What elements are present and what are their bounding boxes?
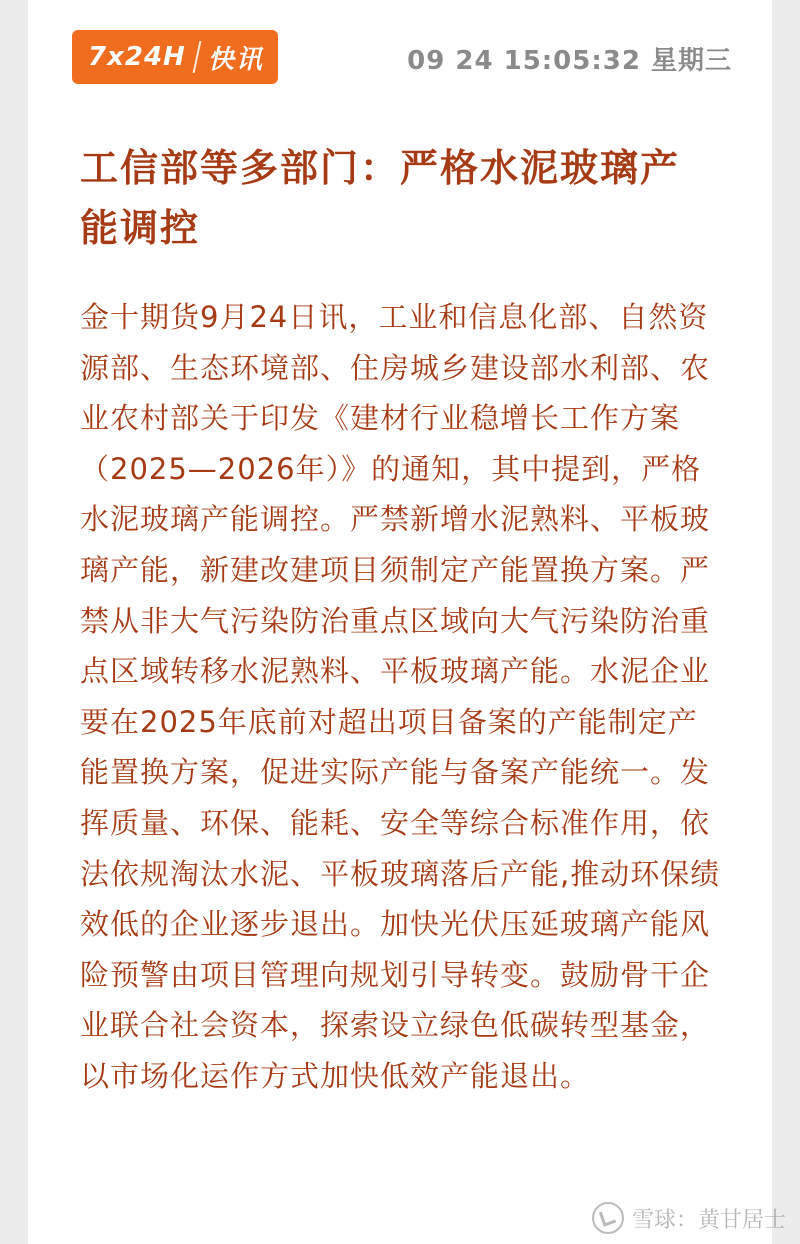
news-timestamp: 09 24 15:05:32 星期三 (407, 46, 732, 76)
watermark-text: 雪球：黄甘居士 (631, 1207, 786, 1233)
badge-7x24h-label: 7x24H (88, 42, 186, 72)
news-body: 金十期货9月24日讯，工业和信息化部、自然资源部、生态环境部、住房城乡建设部水利部、农业农村部关于印发《建材行业稳增长工作方案（2025—2026年）》的通知，其中提到，严格水泥玻璃产能调控。严禁新增水泥熟料、平板玻璃产能，新建改建项目须制定产能置换方案。严禁从非大气污染防治重点区域向大气污染防治重点区域转移水泥熟料、平板玻璃产能。水泥企业要在2025年底前对超出项目备案的产能制定产能置换方案，促进实际产能与备案产能统一。发挥质量、环保、能耗、安全等综合标准作用，依法依规淘汰水泥、平板玻璃落后产能,推动环保绩效低的企业逐步退出。加快光伏压延玻璃产能风险预警由项目管理向规划引导转变。鼓励骨干企业联合社会资本，探索设立绿色低碳转型基金，以市场化运作方式加快低效产能退出。 (80, 300, 721, 1093)
snowball-logo-icon (592, 1202, 624, 1234)
news-header (72, 30, 732, 86)
badge-flash-label: 快讯 (207, 44, 264, 75)
flash-news-badge (72, 30, 278, 84)
watermark (592, 1202, 786, 1234)
news-headline: 工信部等多部门：严格水泥玻璃产能调控 (80, 146, 681, 250)
news-card (28, 0, 772, 1244)
